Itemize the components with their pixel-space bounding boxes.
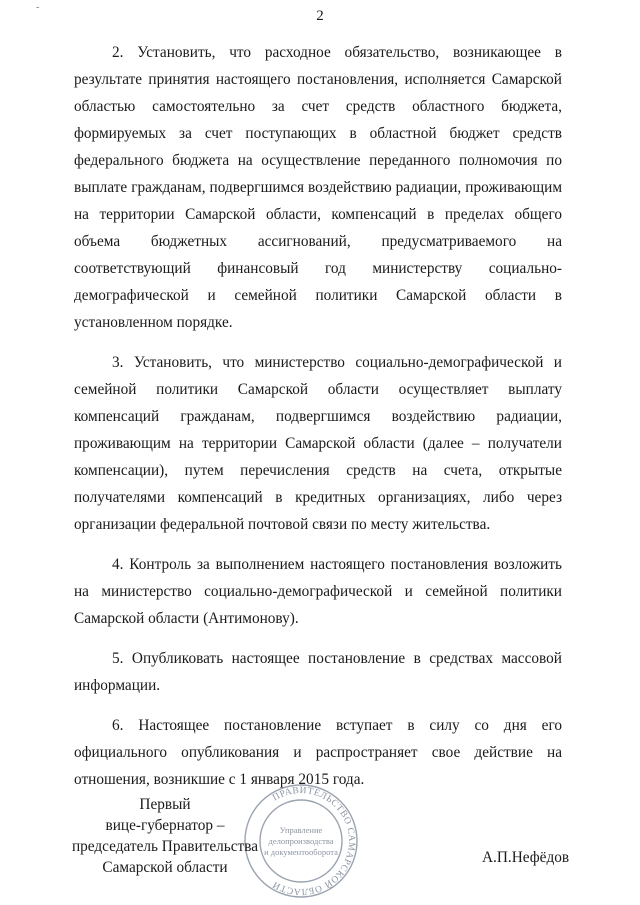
text-line: 6. Настоящее постановление вступает в силу со дня его (112, 717, 562, 734)
text-line: информации. (74, 677, 161, 694)
text-line: официального опубликования и распространяет свое действие на (74, 744, 562, 761)
paragraph-6 (74, 712, 562, 793)
text-line: объема бюджетных ассигнований, предусматриваемого на (74, 233, 562, 250)
text-line: компенсаций гражданам, подвергшимся воздействию радиации, (74, 408, 562, 425)
text-line: организации федеральной почтовой связи по месту жительства. (74, 516, 491, 533)
signer-title-line: Самарской области (102, 859, 228, 876)
signer-title-line: вице-губернатор – (105, 817, 225, 834)
document-body (74, 39, 562, 793)
text-line: на министерство социально-демографической и семейной политики (74, 583, 562, 600)
signer-title-line: Первый (139, 796, 191, 813)
stamp-ring-text: ПРАВИТЕЛЬСТВО САМАРСКОЙ ОБЛАСТИ (271, 785, 357, 897)
signer-name: А.П.Нефёдов (482, 849, 570, 866)
text-line: демографической и семейной политики Самарской области в (74, 287, 562, 304)
text-line: 2. Установить, что расходное обязательство, возникающее в (112, 44, 562, 61)
text-line: проживающим на территории Самарской области (далее – получатели (74, 435, 562, 452)
text-line: 5. Опубликовать настоящее постановление в средствах массовой (112, 650, 562, 667)
paragraph-2 (74, 39, 562, 336)
paragraph-4 (74, 551, 562, 632)
text-line: выплате гражданам, подвергшимся воздействию радиации, проживающим (74, 179, 562, 196)
text-line: отношения, возникшие с 1 января 2015 года. (74, 771, 365, 788)
paragraph-5 (74, 645, 562, 699)
text-line: формируемых за счет поступающих в областной бюджет средств (74, 125, 562, 142)
text-line: областью самостоятельно за счет средств областного бюджета, (74, 98, 562, 115)
stamp-center-line: и документооборота (264, 847, 338, 857)
text-line: получателями компенсаций в кредитных организациях, либо через (74, 489, 562, 506)
text-line: федерального бюджета на осуществление переданного полномочия по (74, 152, 562, 169)
text-line: 3. Установить, что министерство социально-демографической и (112, 354, 562, 371)
signature-block (60, 794, 270, 878)
text-line: 4. Контроль за выполнением настоящего постановления возложить (112, 556, 562, 573)
stamp-center-line: Управление (279, 825, 323, 835)
signer-title-line: председатель Правительства (71, 838, 259, 855)
corner-mark: ˜ (36, 6, 40, 17)
text-line: соответствующий финансовый год министерству социально- (74, 260, 562, 277)
text-line: установленном порядке. (74, 314, 233, 331)
text-line: результате принятия настоящего постановления, исполняется Самарской (74, 71, 562, 88)
paragraph-3 (74, 349, 562, 538)
page-number: 2 (316, 8, 324, 24)
text-line: семейной политики Самарской области осуществляет выплату (74, 381, 562, 398)
stamp-center-line: делопроизводства (268, 836, 334, 846)
text-line: Самарской области (Антимонову). (74, 610, 299, 627)
text-line: компенсации), путем перечисления средств на счета, открытые (74, 462, 562, 479)
text-line: на территории Самарской области, компенсаций в пределах общего (74, 206, 562, 223)
